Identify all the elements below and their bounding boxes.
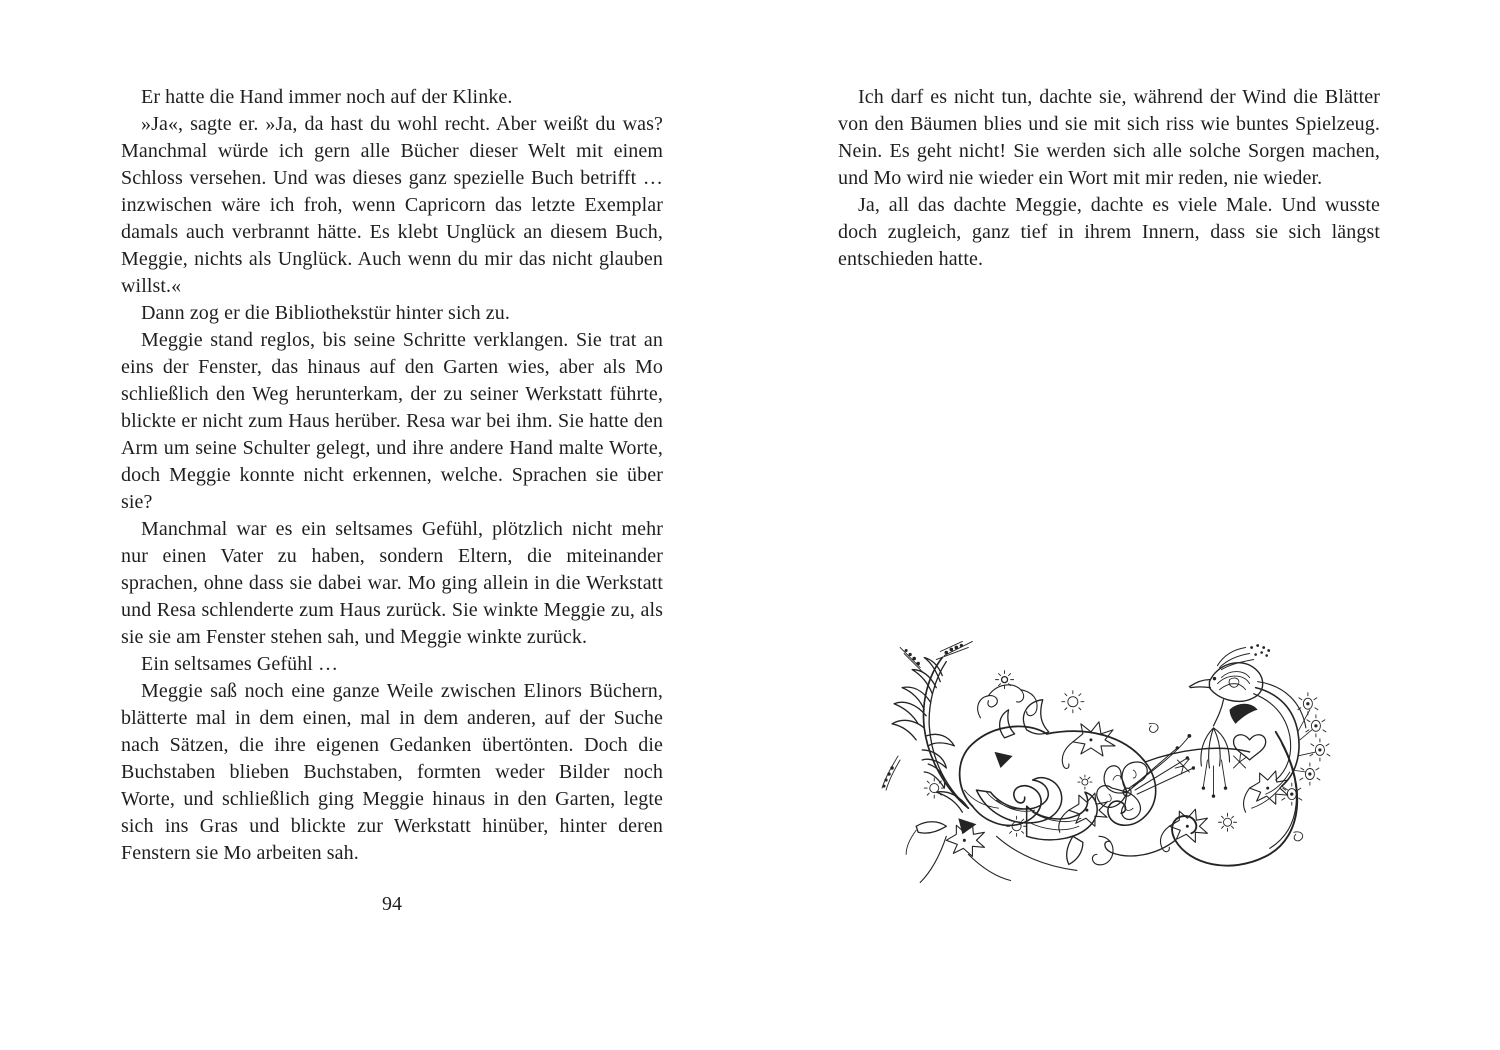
vine-peacock-vignette-illustration — [876, 638, 1338, 896]
paragraph: Er hatte die Hand immer noch auf der Klinke. — [141, 86, 513, 108]
right-page-text — [838, 84, 1380, 273]
paragraph: Ja, all das dachte Meggie, dachte es viele Male. Und wusste doch zugleich, ganz tief in ihrem Innern, dass sie sich längst entschieden hatte. — [838, 194, 1380, 270]
paragraph: Ein seltsames Gefühl … — [141, 653, 339, 675]
vignette-drawing — [876, 638, 1338, 896]
paragraph: Meggie saß noch eine ganze Weile zwischen Elinors Büchern, blätterte mal in dem einen, mal in dem anderen, auf der Suche nach Sätzen, die ihre eigenen Gedanken übertönten. Doch die Buchstaben blieben Buchstaben, formten weder Bilder noch Worte, und schließlich ging Meggie hinaus in den Garten, legte sich ins Gras und blickte zur Werkstatt hinüber, hinter deren Fenstern sie Mo arbeiten sah. — [121, 680, 663, 864]
page-number: 94 — [382, 893, 402, 915]
paragraph: Manchmal war es ein seltsames Gefühl, plötzlich nicht mehr nur einen Vater zu haben, sondern Eltern, die miteinander sprachen, ohne dass sie dabei war. Mo ging allein in die Werkstatt und Resa schlenderte zum Haus zurück. Sie winkte Meggie zu, als sie sie am Fenster stehen sah, und Meggie winkte zurück. — [121, 518, 663, 648]
paragraph: »Ja«, sagte er. »Ja, da hast du wohl recht. Aber weißt du was? Manchmal würde ich gern alle Bücher dieser Welt mit einem Schloss versehen. Und was dieses ganz spezielle Buch betrifft … inzwischen wäre ich froh, wenn Capricorn das letzte Exemplar damals auch verbrannt hätte. Es klebt Unglück an diesem Buch, Meggie, nichts als Unglück. Auch wenn du mir das nicht glauben willst.« — [121, 113, 663, 297]
paragraph: Meggie stand reglos, bis seine Schritte verklangen. Sie trat an eins der Fenster, das hinaus auf den Garten wies, aber als Mo schließlich den Weg herunterkam, der zu seiner Werkstatt führte, blickte er nicht zum Haus herüber. Resa war bei ihm. Sie hatte den Arm um seine Schulter gelegt, und ihre andere Hand malte Worte, doch Meggie konnte nicht erkennen, welche. Sprachen sie über sie? — [121, 329, 663, 513]
paragraph: Ich darf es nicht tun, dachte sie, während der Wind die Blätter von den Bäumen blies und sie mit sich riss wie buntes Spielzeug. Nein. Es geht nicht! Sie werden sich alle solche Sorgen machen, und Mo wird nie wieder ein Wort mit mir reden, nie wieder. — [838, 86, 1380, 189]
left-page-text — [121, 84, 663, 867]
paragraph: Dann zog er die Bibliothekstür hinter sich zu. — [141, 302, 510, 324]
